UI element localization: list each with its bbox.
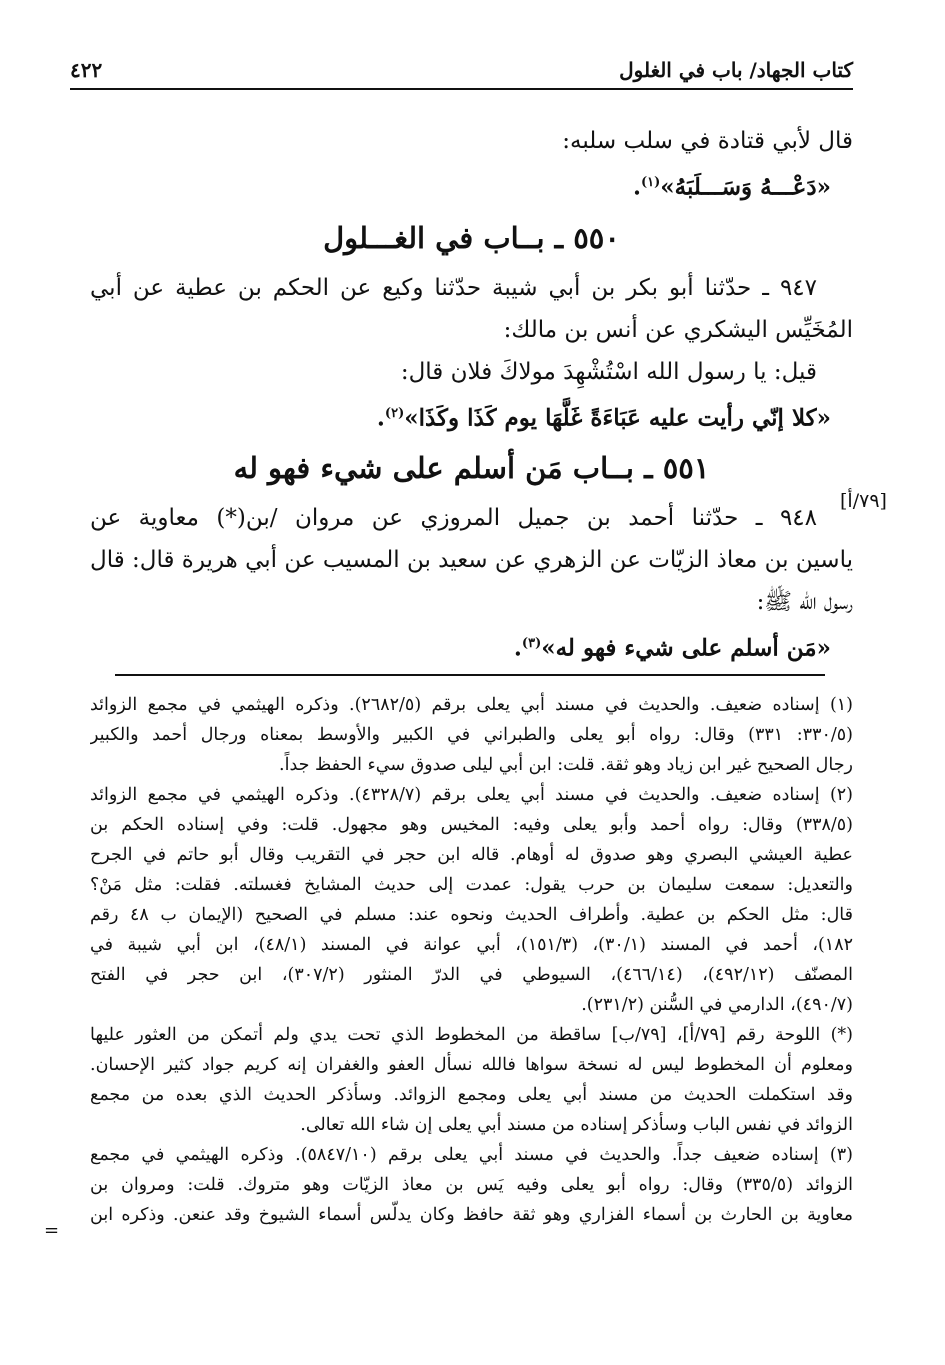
hadith-947-line-2: المُخَيِّس اليشكري عن أنس بن مالك: (503, 316, 853, 343)
hadith-948-line-3: رسول الله ﷺ: (756, 589, 853, 616)
footnote-2-line: (٤٩٠/٧)، الدارمي في السُّنن (٢٣١/٢). (581, 995, 853, 1015)
footnote-2-line: والتعديل: سمعت سليمان بن حرب يقول: عمدت إلى حديث المشايخ فغسلته. فقلت: مثل مَنْ؟ (90, 875, 853, 895)
footnote-3-line: الزوائد (٣٣٥/٥) وقال: رواه أبو يعلى وفيه يَس بن معاذ الزيّات وهو متروك. قلت: ومروان بن (90, 1175, 853, 1195)
footnote-star-line: ومعلوم أن المخطوط ليس له نسخة سواها فالله نسأل العفو والغفران إنه كريم جواد كثير الإحسان. (90, 1055, 853, 1075)
footnote-ref-2: (٢) (384, 405, 405, 421)
chapter-heading-550: ٥٥٠ ـ بــاب في الغـــلول (323, 220, 620, 255)
quote-1: «دَعْـــهُ وَسَـــلَبَهُ»$^{(١)}$. (632, 173, 831, 201)
footnote-star-line: (*) اللوحة رقم [٧٩/أ]، [٧٩/ب] ساقطة من المخطوط الذي تحت يدي ولم أتمكن من العثور عليها (90, 1025, 853, 1045)
continuation-mark: = (44, 1220, 60, 1241)
footnote-ref-3: (٣) (521, 636, 542, 652)
footnote-star-line: وقد استكملت الحديث من مسند أبي يعلى ومجمع الزوائد. وسأذكر الحديث الذي بعده من مجمع (90, 1085, 853, 1105)
footnote-3-line: معاوية بن الحارث بن أسماء الفزاري وهو ثقة حافظ وكان يدلّس أسماء الشيوخ وقد عنعن. وذكره ابن (90, 1205, 853, 1225)
footnote-1-line: رجال الصحيح غير ابن زياد وهو ثقة. قلت: ابن أبي ليلى صدوق سيء الحفظ جداً. (279, 755, 853, 775)
footnote-separator (115, 674, 825, 676)
hadith-948-line-2: ياسين بن معاذ الزيّات عن الزهري عن سعيد بن المسيب عن أبي هريرة قال: قال (90, 547, 853, 574)
quote-3: «مَن أسلم على شيء فهو له»$^{(٣)}$. (513, 634, 831, 662)
footnote-3-line: (٣) إسناده ضعيف جداً. والحديث في مسند أبي يعلى برقم (٥٨٤٧/١٠). وذكره الهيثمي في مجمع (90, 1145, 853, 1165)
footnote-2-line: (٣٣٨/٥) وقال: رواه أحمد وأبو يعلى وفيه: المخيس وهو مجهول. قلت: وفي إسناده الحكم بن (90, 815, 853, 835)
hadith-947-line-1: ٩٤٧ ـ حدّثنا أبو بكر بن أبي شيبة حدّثنا وكيع عن الحكم بن عطية عن أبي (90, 274, 817, 301)
footnote-2-line: ١٨٢)، أحمد في المسند (٣٠/١)، (١٥١/٣)، أبي عوانة في المسند (٤٨/١)، ابن أبي شيبة في (90, 935, 853, 955)
footnote-2-line: المصنّف (٤٩٢/١٢)، (٤٦٦/١٤)، السيوطي في الدرّ المنثور (٣٠٧/٢)، ابن حجر في الفتح (90, 965, 853, 985)
footnote-2-line: قال: مثل الحكم بن عطية. وأطراف الحديث ونحوه عند: مسلم في الصحيح (الإيمان ب ٤٨ رقم (90, 905, 853, 925)
intro-line: قال لأبي قتادة في سلب سلبه: (562, 128, 853, 154)
page-header (70, 58, 853, 90)
quote-2: «كلا إنّي رأيت عليه عَبَاءَةً غَلَّهَا يوم كَذَا وكَذَا»$^{(٢)}$. (376, 404, 831, 432)
footnotes (90, 690, 853, 1230)
footnote-star-line: الزوائد في نفس الباب وسأذكر إسناده من مسند أبي يعلى إن شاء الله تعالى. (300, 1115, 853, 1135)
page-number: ٤٢٢ (70, 58, 103, 82)
footnote-2-line: عطية العيشي البصري وهو صدوق له أوهام. قاله ابن حجر في التقريب وقال أبو حاتم في الجرح (90, 845, 853, 865)
footnote-ref-1: (١) (640, 175, 661, 190)
footnote-1-line: (١) إسناده ضعيف. والحديث في مسند أبي يعلى برقم (٢٦٨٢/٥). وذكره الهيثمي في مجمع الزوائد (90, 695, 853, 715)
main-text (90, 120, 853, 670)
chapter-heading-551: ٥٥١ ـ بــاب مَن أسلم على شيء فهو له (233, 451, 710, 486)
quote-2-text: «كلا إنّي رأيت عليه عَبَاءَةً غَلَّهَا يوم كَذَا وكَذَا» (404, 404, 831, 432)
footnote-2-line: (٢) إسناده ضعيف. والحديث في مسند أبي يعلى برقم (٤٣٢٨/٧). وذكره الهيثمي في مجمع الزوائد (90, 785, 853, 805)
running-title: كتاب الجهاد/ باب في الغلول (619, 58, 853, 82)
quote-1-text: «دَعْـــهُ وَسَـــلَبَهُ» (660, 173, 831, 201)
hadith-947-line-3: قيل: يا رسول الله اسْتُشْهِدَ مولاكَ فلان قال: (400, 358, 817, 385)
hadith-948-line-1: ٩٤٨ ـ حدّثنا أحمد بن جميل المروزي عن مروان /بن(*) معاوية عن (90, 505, 817, 532)
quote-3-text: «مَن أسلم على شيء فهو له» (541, 634, 831, 662)
manuscript-folio-marker: [٧٩/أ] (840, 490, 887, 512)
footnote-1-line: (٣٣٠/٥: ٣٣١) وقال: رواه أبو يعلى والطبراني في الكبير والأوسط بمعناه ورجال أحمد والكبير (90, 725, 853, 745)
